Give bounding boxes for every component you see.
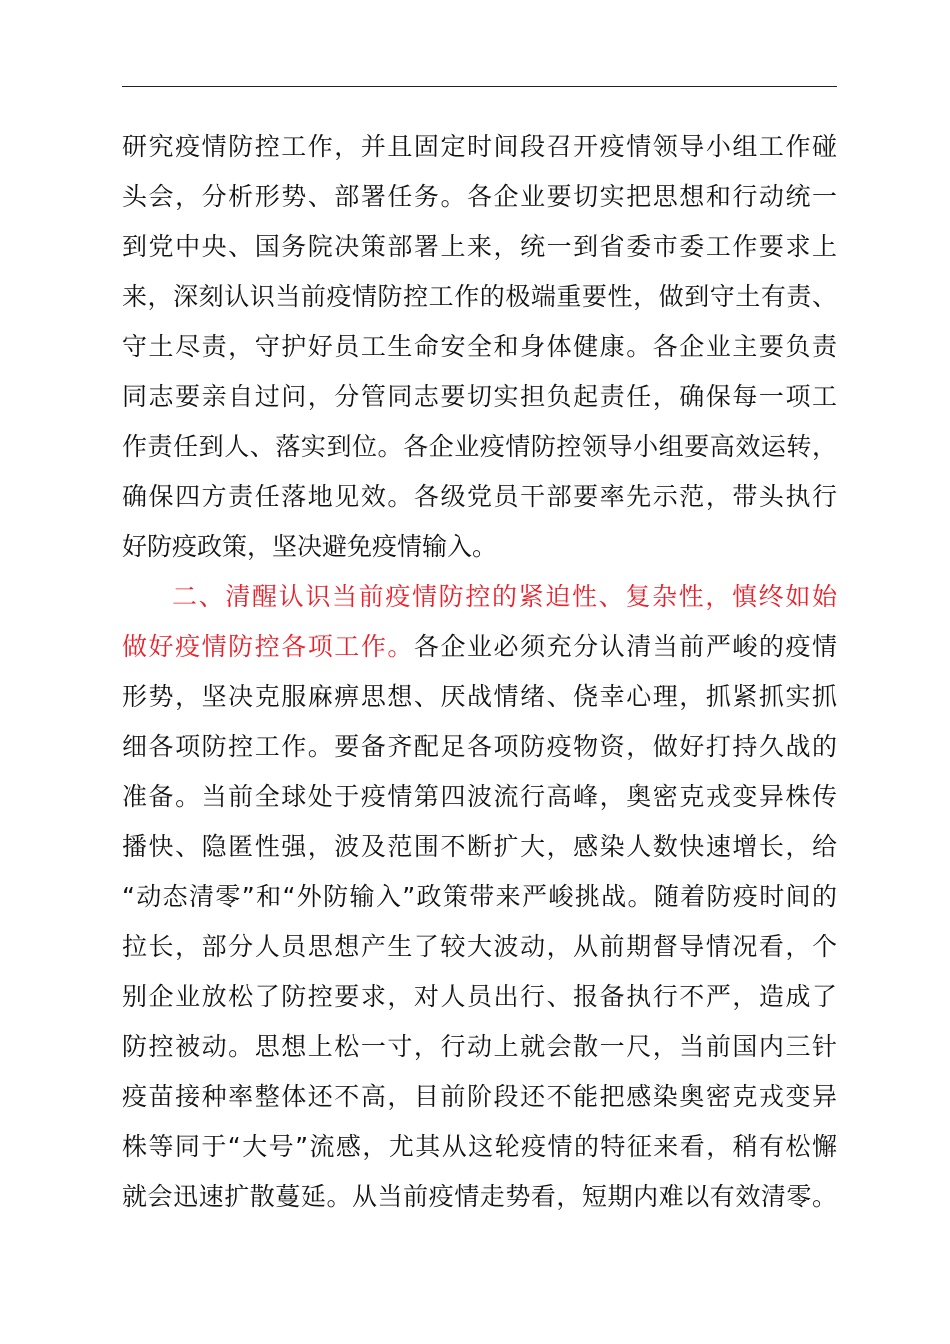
text-line: 形势，坚决克服麻痹思想、厌战情绪、侥幸心理，抓紧抓实抓 [122, 682, 837, 711]
text-line: 株等同于“大号”流感，尤其从这轮疫情的特征来看，稍有松懈 [122, 1132, 837, 1161]
header-rule [122, 86, 837, 87]
text-line: 疫苗接种率整体还不高，目前阶段还不能把感染奥密克戎变异 [122, 1082, 837, 1111]
text-line: 防控被动。思想上松一寸，行动上就会散一尺，当前国内三针 [122, 1032, 837, 1061]
text-line: 细各项防控工作。要备齐配足各项防疫物资，做好打持久战的 [122, 732, 837, 761]
text-line: 研究疫情防控工作，并且固定时间段召开疫情领导小组工作碰 [122, 132, 837, 161]
text-line: 好防疫政策，坚决避免疫情输入。 [122, 532, 498, 561]
text-line: 别企业放松了防控要求，对人员出行、报备执行不严，造成了 [122, 982, 837, 1011]
text-line: 同志要亲自过问，分管同志要切实担负起责任，确保每一项工 [122, 382, 837, 411]
text-line: 播快、隐匿性强，波及范围不断扩大，感染人数快速增长，给 [122, 832, 837, 861]
text-line: 就会迅速扩散蔓延。从当前疫情走势看，短期内难以有效清零。 [122, 1182, 837, 1211]
text-line: 来，深刻认识当前疫情防控工作的极端重要性，做到守土有责、 [122, 282, 837, 311]
text-line: 守土尽责，守护好员工生命安全和身体健康。各企业主要负责 [122, 332, 837, 361]
text-line: 拉长，部分人员思想产生了较大波动，从前期督导情况看，个 [122, 932, 837, 961]
text-line: 确保四方责任落地见效。各级党员干部要率先示范，带头执行 [122, 482, 837, 511]
text-line [122, 622, 837, 672]
section-heading-continued: 做好疫情防控各项工作。 [122, 632, 414, 661]
text-line: 准备。当前全球处于疫情第四波流行高峰，奥密克戎变异株传 [122, 782, 837, 811]
text-line: “动态清零”和“外防输入”政策带来严峻挑战。随着防疫时间的 [122, 882, 837, 911]
text-line: 作责任到人、落实到位。各企业疫情防控领导小组要高效运转， [122, 432, 837, 461]
text-line: 头会，分析形势、部署任务。各企业要切实把思想和行动统一 [122, 182, 837, 211]
text-line: 到党中央、国务院决策部署上来，统一到省委市委工作要求上 [122, 232, 837, 261]
section-heading: 二、清醒认识当前疫情防控的紧迫性、复杂性，慎终如始 [172, 582, 837, 611]
text-segment: 各企业必须充分认清当前严峻的疫情 [413, 632, 837, 661]
